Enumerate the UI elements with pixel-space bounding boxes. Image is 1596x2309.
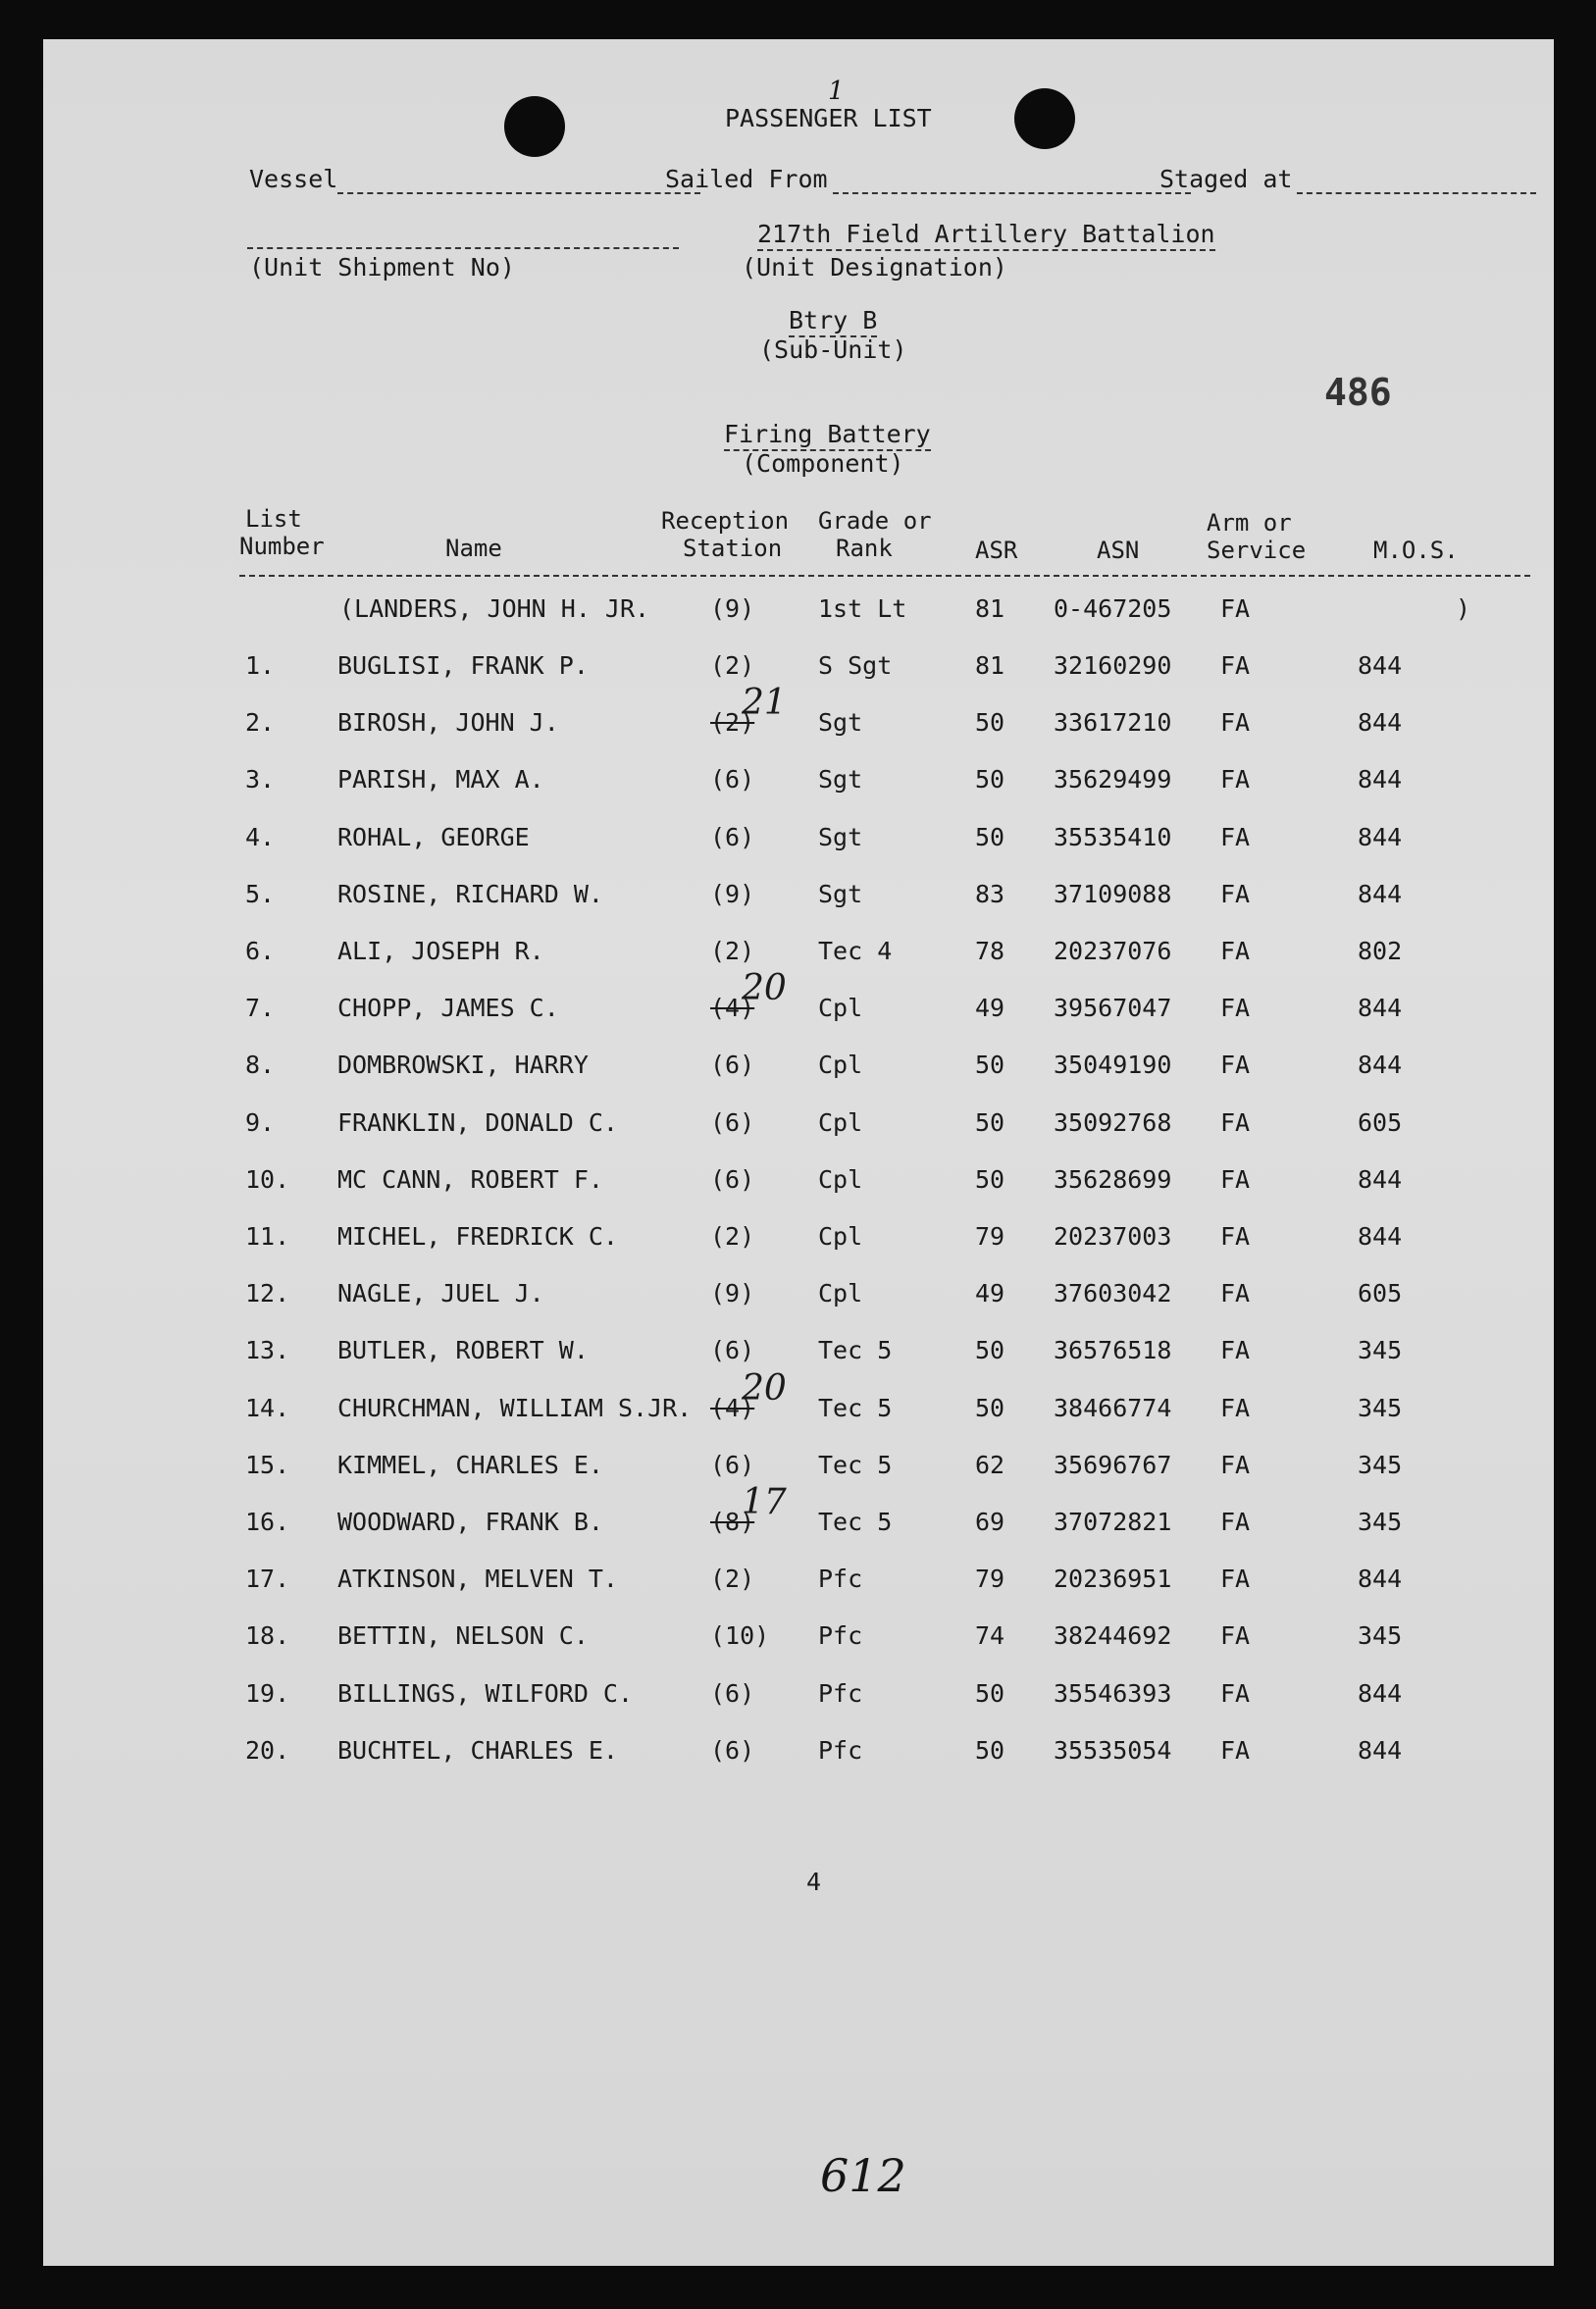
unit-designation-label: (Unit Designation) — [742, 253, 1007, 282]
cell-name: ROHAL, GEORGE — [337, 823, 530, 851]
punch-hole-right — [1014, 88, 1075, 149]
col-list-number-line1: List — [245, 505, 302, 533]
cell-name: BILLINGS, WILFORD C. — [337, 1679, 634, 1708]
cell-mos: 844 — [1358, 994, 1403, 1022]
cell-mos: 844 — [1358, 765, 1403, 794]
page-number: 4 — [806, 1868, 822, 1896]
cell-reception: (6) — [710, 1051, 755, 1079]
cell-arm: FA — [1220, 994, 1251, 1022]
table-row — [43, 1165, 1554, 1205]
cell-reception: (6) — [710, 1736, 755, 1765]
cell-arm: FA — [1220, 651, 1251, 680]
cell-arm: FA — [1220, 1621, 1251, 1650]
cell-mos: 345 — [1358, 1621, 1403, 1650]
cell-num: 12. — [245, 1279, 290, 1308]
table-row — [43, 937, 1554, 976]
cell-num: 20. — [245, 1736, 290, 1765]
table-row — [43, 1336, 1554, 1375]
cell-reception: (6) — [710, 1165, 755, 1194]
cell-num: 3. — [245, 765, 276, 794]
cell-grade: Tec 5 — [818, 1394, 893, 1422]
table-row — [43, 683, 1554, 747]
cell-name: KIMMEL, CHARLES E. — [337, 1451, 603, 1479]
cell-grade: Tec 4 — [818, 937, 893, 965]
cell-asn: 37603042 — [1054, 1279, 1172, 1308]
col-asr: ASR — [975, 537, 1018, 564]
cell-num: 13. — [245, 1336, 290, 1364]
cell-grade: Cpl — [818, 1165, 863, 1194]
cell-name: ALI, JOSEPH R. — [337, 937, 544, 965]
officer-grade: 1st Lt — [818, 594, 907, 623]
table-row — [43, 968, 1554, 1033]
cell-reception: (9) — [710, 880, 755, 908]
table-row — [43, 1565, 1554, 1604]
table-row — [43, 1679, 1554, 1719]
table-row — [43, 1368, 1554, 1433]
cell-num: 7. — [245, 994, 276, 1022]
table-row — [43, 880, 1554, 919]
cell-grade: Tec 5 — [818, 1451, 893, 1479]
cell-reception: (10) — [710, 1621, 770, 1650]
cell-name: CHURCHMAN, WILLIAM S.JR. — [337, 1394, 693, 1422]
cell-asn: 38244692 — [1054, 1621, 1172, 1650]
handwritten-number: 612 — [820, 2149, 906, 2202]
cell-reception: (6) — [710, 1679, 755, 1708]
staged-at-blank — [1297, 192, 1536, 194]
component-label: (Component) — [742, 449, 904, 478]
table-row — [43, 1279, 1554, 1318]
cell-mos: 605 — [1358, 1108, 1403, 1137]
sub-unit-label: (Sub-Unit) — [759, 335, 907, 364]
cell-num: 4. — [245, 823, 276, 851]
cell-arm: FA — [1220, 1679, 1251, 1708]
table-row — [43, 1108, 1554, 1148]
officer-asr: 81 — [975, 594, 1005, 623]
cell-asr: 79 — [975, 1565, 1005, 1593]
cell-grade: Cpl — [818, 1279, 863, 1308]
col-arm-line2: Service — [1207, 537, 1307, 564]
col-asn: ASN — [1097, 537, 1140, 564]
cell-grade: Cpl — [818, 1051, 863, 1079]
officer-close-paren: ) — [1456, 594, 1471, 623]
document-page — [43, 39, 1554, 2266]
cell-num: 17. — [245, 1565, 290, 1593]
cell-arm: FA — [1220, 1451, 1251, 1479]
cell-mos: 605 — [1358, 1279, 1403, 1308]
cell-reception: (2) — [710, 708, 755, 737]
cell-num: 10. — [245, 1165, 290, 1194]
officer-reception: (9) — [710, 594, 755, 623]
cell-grade: Pfc — [818, 1736, 863, 1765]
cell-arm: FA — [1220, 937, 1251, 965]
cell-asr: 50 — [975, 823, 1005, 851]
col-arm-line1: Arm or — [1207, 509, 1292, 537]
cell-reception: (2) — [710, 1222, 755, 1251]
col-reception-line2: Station — [683, 535, 783, 562]
staged-at-label: Staged at — [1159, 165, 1293, 193]
cell-asr: 50 — [975, 1051, 1005, 1079]
table-row — [43, 1222, 1554, 1261]
cell-arm: FA — [1220, 1508, 1251, 1536]
table-row — [43, 1621, 1554, 1661]
cell-mos: 844 — [1358, 880, 1403, 908]
cell-num: 16. — [245, 1508, 290, 1536]
cell-grade: S Sgt — [818, 651, 893, 680]
cell-mos: 844 — [1358, 823, 1403, 851]
cell-num: 15. — [245, 1451, 290, 1479]
col-mos: M.O.S. — [1373, 537, 1459, 564]
cell-asn: 35629499 — [1054, 765, 1172, 794]
cell-asn: 32160290 — [1054, 651, 1172, 680]
cell-asr: 50 — [975, 1108, 1005, 1137]
cell-name: ROSINE, RICHARD W. — [337, 880, 603, 908]
cell-arm: FA — [1220, 1336, 1251, 1364]
cell-asn: 38466774 — [1054, 1394, 1172, 1422]
cell-asn: 39567047 — [1054, 994, 1172, 1022]
cell-asr: 49 — [975, 1279, 1005, 1308]
cell-name: WOODWARD, FRANK B. — [337, 1508, 603, 1536]
cell-num: 19. — [245, 1679, 290, 1708]
cell-asr: 50 — [975, 1394, 1005, 1422]
cell-mos: 844 — [1358, 1165, 1403, 1194]
sailed-from-label: Sailed From — [665, 165, 828, 193]
cell-reception: (6) — [710, 1108, 755, 1137]
officer-arm: FA — [1220, 594, 1251, 623]
cell-name: BUGLISI, FRANK P. — [337, 651, 589, 680]
cell-arm: FA — [1220, 1565, 1251, 1593]
cell-asr: 79 — [975, 1222, 1005, 1251]
sailed-from-blank — [833, 192, 1191, 194]
table-row — [43, 1451, 1554, 1490]
table-row — [43, 651, 1554, 691]
cell-name: BETTIN, NELSON C. — [337, 1621, 589, 1650]
handwritten-annotation: 21 — [742, 683, 787, 723]
cell-name: DOMBROWSKI, HARRY — [337, 1051, 589, 1079]
unit-shipment-label: (Unit Shipment No) — [249, 253, 515, 282]
cell-arm: FA — [1220, 880, 1251, 908]
cell-asn: 35696767 — [1054, 1451, 1172, 1479]
cell-mos: 844 — [1358, 1736, 1403, 1765]
cell-mos: 345 — [1358, 1336, 1403, 1364]
cell-grade: Pfc — [818, 1679, 863, 1708]
cell-reception: (6) — [710, 765, 755, 794]
cell-mos: 844 — [1358, 1679, 1403, 1708]
cell-reception: (9) — [710, 1279, 755, 1308]
cell-asn: 20236951 — [1054, 1565, 1172, 1593]
cell-num: 8. — [245, 1051, 276, 1079]
cell-reception: (2) — [710, 651, 755, 680]
cell-asn: 35546393 — [1054, 1679, 1172, 1708]
cell-arm: FA — [1220, 1736, 1251, 1765]
cell-num: 9. — [245, 1108, 276, 1137]
cell-asr: 50 — [975, 1679, 1005, 1708]
document-title: PASSENGER LIST — [725, 104, 932, 132]
cell-asn: 35535410 — [1054, 823, 1172, 851]
cell-grade: Sgt — [818, 880, 863, 908]
cell-asn: 37109088 — [1054, 880, 1172, 908]
sub-unit-value: Btry B — [789, 306, 877, 337]
cell-name: FRANKLIN, DONALD C. — [337, 1108, 618, 1137]
cell-grade: Sgt — [818, 708, 863, 737]
cell-asr: 50 — [975, 765, 1005, 794]
cell-asr: 81 — [975, 651, 1005, 680]
cell-reception: (2) — [710, 1565, 755, 1593]
cell-arm: FA — [1220, 1051, 1251, 1079]
cell-name: CHOPP, JAMES C. — [337, 994, 559, 1022]
cell-grade: Pfc — [818, 1565, 863, 1593]
cell-grade: Pfc — [818, 1621, 863, 1650]
officer-row — [43, 594, 1554, 634]
cell-arm: FA — [1220, 765, 1251, 794]
cell-grade: Cpl — [818, 1222, 863, 1251]
cell-name: ATKINSON, MELVEN T. — [337, 1565, 618, 1593]
vessel-label: Vessel — [249, 165, 338, 193]
cell-asn: 35628699 — [1054, 1165, 1172, 1194]
cell-name: MC CANN, ROBERT F. — [337, 1165, 603, 1194]
cell-num: 2. — [245, 708, 276, 737]
cell-reception: (6) — [710, 1336, 755, 1364]
cell-asn: 35535054 — [1054, 1736, 1172, 1765]
cell-asr: 50 — [975, 708, 1005, 737]
cell-name: BUCHTEL, CHARLES E. — [337, 1736, 618, 1765]
component-value: Firing Battery — [724, 420, 931, 451]
cell-arm: FA — [1220, 1165, 1251, 1194]
cell-asr: 69 — [975, 1508, 1005, 1536]
cell-name: BIROSH, JOHN J. — [337, 708, 559, 737]
cell-asn: 20237003 — [1054, 1222, 1172, 1251]
cell-reception: (8) — [710, 1508, 755, 1536]
officer-name: (LANDERS, JOHN H. JR. — [339, 594, 650, 623]
cell-asr: 62 — [975, 1451, 1005, 1479]
cell-arm: FA — [1220, 1222, 1251, 1251]
table-row — [43, 1736, 1554, 1775]
cell-arm: FA — [1220, 823, 1251, 851]
cell-reception: (4) — [710, 1394, 755, 1422]
col-grade-line1: Grade or — [818, 507, 932, 535]
cell-num: 1. — [245, 651, 276, 680]
cell-num: 14. — [245, 1394, 290, 1422]
handwritten-sheet-no: 1 — [828, 77, 845, 106]
cell-num: 11. — [245, 1222, 290, 1251]
cell-reception: (4) — [710, 994, 755, 1022]
cell-name: NAGLE, JUEL J. — [337, 1279, 544, 1308]
cell-asr: 78 — [975, 937, 1005, 965]
cell-mos: 844 — [1358, 651, 1403, 680]
cell-grade: Cpl — [818, 994, 863, 1022]
cell-mos: 345 — [1358, 1451, 1403, 1479]
cell-arm: FA — [1220, 708, 1251, 737]
cell-asr: 50 — [975, 1165, 1005, 1194]
col-grade-line2: Rank — [836, 535, 893, 562]
cell-mos: 345 — [1358, 1394, 1403, 1422]
cell-mos: 844 — [1358, 1565, 1403, 1593]
cell-asn: 35092768 — [1054, 1108, 1172, 1137]
cell-name: BUTLER, ROBERT W. — [337, 1336, 589, 1364]
cell-mos: 345 — [1358, 1508, 1403, 1536]
punch-hole-left — [504, 96, 565, 157]
cell-reception: (6) — [710, 1451, 755, 1479]
unit-shipment-blank — [247, 247, 679, 249]
vessel-blank — [337, 192, 700, 194]
officer-asn: 0-467205 — [1054, 594, 1172, 623]
cell-name: PARISH, MAX A. — [337, 765, 544, 794]
cell-asr: 83 — [975, 880, 1005, 908]
cell-grade: Tec 5 — [818, 1336, 893, 1364]
handwritten-annotation: 17 — [742, 1482, 787, 1522]
cell-grade: Sgt — [818, 823, 863, 851]
table-row — [43, 1051, 1554, 1090]
cell-asn: 20237076 — [1054, 937, 1172, 965]
cell-mos: 844 — [1358, 708, 1403, 737]
handwritten-annotation: 20 — [742, 1368, 787, 1409]
cell-arm: FA — [1220, 1108, 1251, 1137]
cell-mos: 802 — [1358, 937, 1403, 965]
cell-asr: 50 — [975, 1336, 1005, 1364]
cell-asn: 37072821 — [1054, 1508, 1172, 1536]
unit-designation-value: 217th Field Artillery Battalion — [757, 220, 1215, 251]
handwritten-annotation: 20 — [742, 968, 787, 1008]
cell-mos: 844 — [1358, 1222, 1403, 1251]
cell-asr: 49 — [975, 994, 1005, 1022]
cell-asr: 74 — [975, 1621, 1005, 1650]
cell-reception: (6) — [710, 823, 755, 851]
cell-reception: (2) — [710, 937, 755, 965]
cell-grade: Sgt — [818, 765, 863, 794]
table-row — [43, 1482, 1554, 1547]
col-list-number-line2: Number — [239, 533, 325, 560]
cell-asn: 33617210 — [1054, 708, 1172, 737]
cell-num: 5. — [245, 880, 276, 908]
stamp-number: 486 — [1324, 371, 1392, 414]
cell-asr: 50 — [975, 1736, 1005, 1765]
table-row — [43, 765, 1554, 804]
cell-grade: Tec 5 — [818, 1508, 893, 1536]
table-row — [43, 823, 1554, 862]
col-reception-line1: Reception — [661, 507, 790, 535]
cell-name: MICHEL, FREDRICK C. — [337, 1222, 618, 1251]
col-name: Name — [445, 535, 502, 562]
cell-grade: Cpl — [818, 1108, 863, 1137]
cell-arm: FA — [1220, 1394, 1251, 1422]
cell-num: 18. — [245, 1621, 290, 1650]
cell-mos: 844 — [1358, 1051, 1403, 1079]
cell-asn: 35049190 — [1054, 1051, 1172, 1079]
header-divider — [239, 575, 1530, 577]
cell-num: 6. — [245, 937, 276, 965]
cell-asn: 36576518 — [1054, 1336, 1172, 1364]
cell-arm: FA — [1220, 1279, 1251, 1308]
